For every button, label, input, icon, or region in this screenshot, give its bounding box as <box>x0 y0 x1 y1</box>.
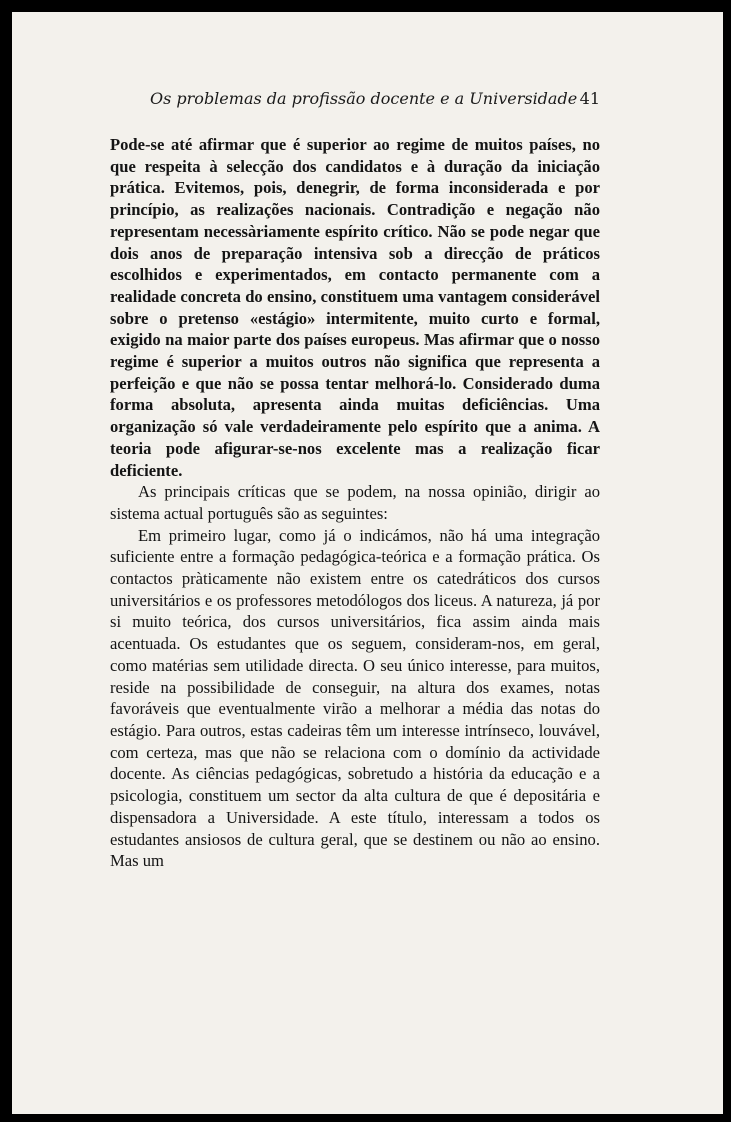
paragraph: Pode-se até afirmar que é superior ao regime de muitos países, no que respeita à selecção dos candidatos e à duração da iniciação prática. Evitemos, pois, denegrir, de forma inconsiderada e por princípio, as realizações nacionais. Contradição e negação não representam necessàriamente espírito crítico. Não se pode negar que dois anos de preparação intensiva sob a direcção de práticos escolhidos e experimentados, em contacto permanente com a realidade concreta do ensino, constituem uma vantagem considerável sobre o pretenso «estágio» intermitente, muito curto e formal, exigido na maior parte dos países europeus. Mas afirmar que o nosso regime é superior a muitos outros não significa que representa a perfeição e que não se possa tentar melhorá-lo. Considerado duma forma absoluta, apresenta ainda muitas deficiências. Uma organização só vale verdadeiramente pelo espírito que a anima. A teoria pode afigurar-se-nos excelente mas a realização ficar deficiente. <box>110 135 600 480</box>
paragraph: Em primeiro lugar, como já o indicámos, não há uma integração suficiente entre a formação pedagógica-teórica e a formação prática. Os contactos pràticamente não existem entre os catedráticos dos cursos universitários e os professores metodólogos dos liceus. A natureza, já por si muito teórica, dos cursos universitários, fica assim ainda mais acentuada. Os estudantes que os seguem, consideram-nos, em geral, como matérias sem utilidade directa. O seu único interesse, para muitos, reside na possibilidade de conseguir, na altura dos exames, notas favoráveis que eventualmente virão a melhorar a média das notas do estágio. Para outros, estas cadeiras têm um interesse intrínseco, louvável, com certeza, mas que não se relaciona com o domínio da actividade docente. As ciências pedagógicas, sobretudo a história da educação e a psicologia, constituem um sector da alta cultura de que é depositária e dispensadora a Universidade. A este título, interessam a todos os estudantes ansiosos de cultura geral, que se destinem ou não ao ensino. Mas um <box>110 525 600 871</box>
running-header <box>150 89 600 115</box>
page-number: 41 <box>579 89 600 108</box>
header-title: Os problemas da profissão docente e a Universidade <box>150 89 578 108</box>
body-text <box>110 134 600 872</box>
bold-section <box>110 134 600 481</box>
paragraph: As principais críticas que se podem, na nossa opinião, dirigir ao sistema actual português são as seguintes: <box>110 482 600 523</box>
book-page <box>12 12 723 1114</box>
